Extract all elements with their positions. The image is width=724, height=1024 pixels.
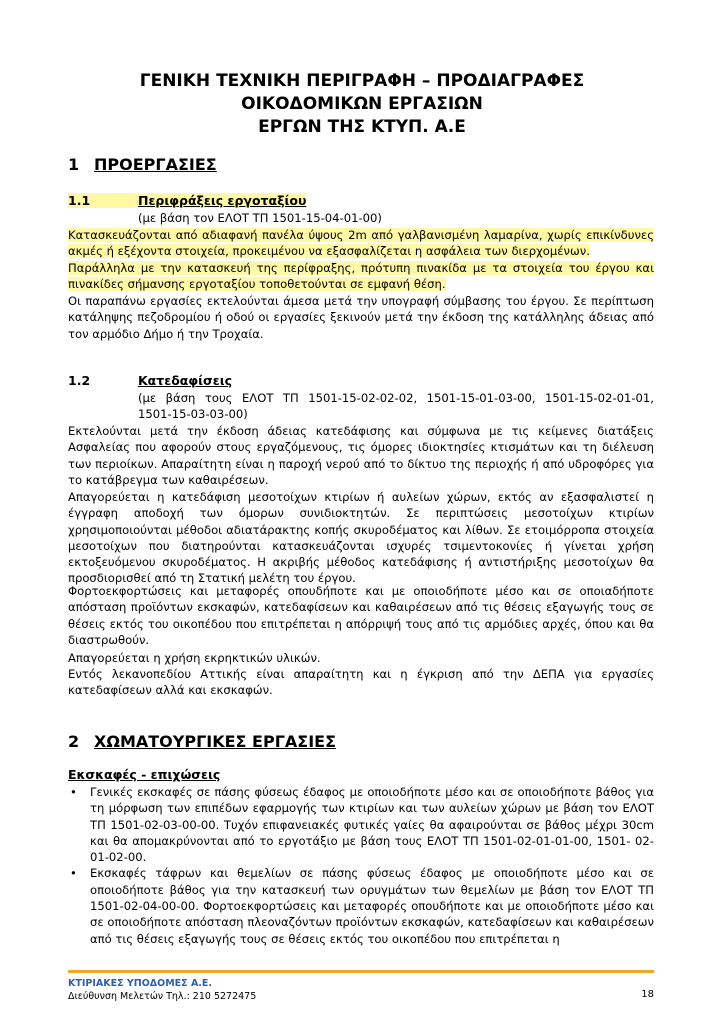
subsection-1-1-reference: (με βάση τον ΕΛΟΤ ΤΠ 1501-15-04-01-00) [138,211,382,225]
subsection-1-1-paragraph-2 [68,260,654,293]
subsection-1-2-paragraph-5: Εντός λεκανοπεδίου Αττικής είναι απαραίτητη και η έγκριση από την ΔΕΠΑ για εργασίες κατεδαφίσεων αλλά και εκσκαφών. [68,667,654,698]
title-line-1: ΓΕΝΙΚΗ ΤΕΧΝΙΚΗ ΠΕΡΙΓΡΑΦΗ – ΠΡΟΔΙΑΓΡΑΦΕΣ [139,71,585,91]
highlighted-text: Παράλληλα με την κατασκευή της περίφραξης, πρότυπη πινακίδα με τα στοιχεία του έργου και πινακίδες σήμανσης εργοταξίου τοποθετούνται σε εμφανή θέση. [68,261,654,292]
document-title [0,70,724,139]
subsection-1-1-paragraph-1 [68,227,654,260]
subsection-1-2-number: 1.2 [68,373,91,388]
subsection-1-2-title: Κατεδαφίσεις [138,373,233,388]
list-item [68,865,654,946]
footer-company: ΚΤΙΡΙΑΚΕΣ ΥΠΟΔΟΜΕΣ Α.Ε. [68,978,213,989]
title-line-2: ΟΙΚΟΔΟΜΙΚΩΝ ΕΡΓΑΣΙΩΝ [241,94,483,114]
subsection-1-2-paragraph-3: Φορτοεκφορτώσεις και μεταφορές οπουδήποτε και με οποιοδήποτε μέσο και σε οποιαδήποτε απόσταση προϊόντων εκσκαφών, κατεδαφίσεων και καθαιρέσεων από τις θέσεις εξαγωγής τους σε θέσεις εκτός του οικοπέδου που επιτρέπεται η απόρριψή τους από τις αρμόδιες αρχές, όπου και θα διαστρωθούν. [68,584,654,647]
subsection-1-1-title: Περιφράξεις εργοταξίου [138,193,307,208]
footer-divider [68,970,654,973]
subsection-1-1-heading [68,193,306,208]
bullet-icon: • [70,866,77,881]
title-line-3: ΕΡΓΩΝ ΤΗΣ ΚΤΥΠ. Α.Ε [258,117,466,137]
subsection-1-2-paragraph-1: Εκτελούνται μετά την έκδοση άδειας κατεδάφισης και σύμφωνα με τις κείμενες διατάξεις Ασφαλείας που αφορούν στους εργαζόμενους, τις όμορες ιδιοκτησίες κτισμάτων και τη διέλευση των περιοίκων. Απαραίτητη είναι η παροχή νερού από το δίκτυο της περιοχής ή από υδροφόρες για το κατάβρεγμα των καθαιρέσεων. [68,424,654,487]
section-2-heading [68,732,336,751]
section-1-title: ΠΡΟΕΡΓΑΣΙΕΣ [94,155,217,174]
subsection-1-2-reference-line-2: 1501-15-03-03-00) [138,407,248,421]
subsection-1-1-paragraph-3: Οι παραπάνω εργασίες εκτελούνται άμεσα μετά την υπογραφή σύμβασης του έργου. Σε περίπτωση κατάληψης πεζοδρομίου ή οδού οι εργασίες ξεκινούν μετά την έκδοση της κατάλληλης άδειας από τον αρμόδιο Δήμο ή την Τροχαία. [68,294,654,341]
highlighted-text: Κατασκευάζονται από αδιαφανή πανέλα ύψους 2m από γαλβανισμένη λαμαρίνα, χωρίς επικίνδυνες ακμές ή εξέχοντα στοιχεία, προκειμένου να εξασφαλίζεται η ασφάλεια των διερχομένων. [68,228,654,259]
subsection-1-2-reference-line-1: (με βάση τους ΕΛΟΤ ΤΠ 1501-15-02-02-02, 1501-15-01-03-00, 1501-15-02-01-01, [138,391,654,405]
section-2-bullet-list [68,784,654,947]
list-item-text: Γενικές εκσκαφές σε πάσης φύσεως έδαφος με οποιοδήποτε μέσο και σε οποιοδήποτε βάθος για τη μόρφωση των επιπέδων εφαρμογής των κτιρίων και των αυλείων χώρων με βάση τον ΕΛΟΤ ΤΠ 1501-02-03-00-00. Τυχόν επιφανειακές φυτικές γαίες θα αφαιρούνται σε βάθος μέχρι 30cm και θα απομακρύνονται από το εργοτάξιο με βάση τους ΕΛΟΤ ΤΠ 1501-02-01-01-00, 1501- 02-01-02-00. [90,785,654,865]
footer-contact: Διεύθυνση Μελετών Τηλ.: 210 5272475 [68,991,257,1002]
section-2-title: ΧΩΜΑΤΟΥΡΓΙΚΕΣ ΕΡΓΑΣΙΕΣ [94,732,337,751]
subsection-1-2-heading [68,373,232,388]
section-2-subheading: Εκσκαφές - επιχώσεις [68,767,221,782]
section-2-number: 2 [68,732,80,751]
subsection-1-1-number: 1.1 [68,193,91,208]
section-1-number: 1 [68,155,80,174]
bullet-icon: • [70,785,77,799]
list-item-text: Εκσκαφές τάφρων και θεμελίων σε πάσης φύσεως έδαφος με οποιοδήποτε μέσο και σε οποιοδήποτε βάθος για την κατασκευή των ορυγμάτων των θεμελίων με βάση τον ΕΛΟΤ ΤΠ 1501-02-04-00-00. Φορτοεκφορτώσεις και μεταφορές οπουδήποτε και με οποιοδήποτε μέσο και σε οποιοδήποτε απόσταση πλεοναζόντων προϊόντων εκσκαφών, κατεδαφίσεων και καθαιρέσεων από τις θέσεις εξαγωγής τους σε θέσεις εκτός του οικοπέδου που επιτρέπεται η [90,866,654,946]
subsection-1-2-paragraph-2: Απαγορεύεται η κατεδάφιση μεσοτοίχων κτιρίων ή αυλείων χώρων, εκτός αν εξασφαλιστεί η έγγραφη αποδοχή των όμορων συνιδιοκτητών. Σε περιπτώσεις μεσοτοίχων κτιρίων χρησιμοποιούνται μέθοδοι αδιατάρακτης κοπής σκυροδέματος και λίθων. Σε ετοιμόρροπα στοιχεία μεσοτοίχων που διατηρούνται κατασκευάζονται ισχυρές τσιμεντοκονίες ή γίνεται χρήση εκτοξευόμενου σκυροδέματος. Η ακριβής μέθοδος κατεδάφισης ή αντιστήριξης μεσοτοίχων θα προσδιορισθεί από τη Στατική μελέτη του έργου. [68,490,654,586]
section-1-heading [68,155,217,174]
list-item [68,784,654,865]
subsection-1-2-paragraph-4: Απαγορεύεται η χρήση εκρηκτικών υλικών. [68,651,321,665]
page-number: 18 [641,989,654,1000]
